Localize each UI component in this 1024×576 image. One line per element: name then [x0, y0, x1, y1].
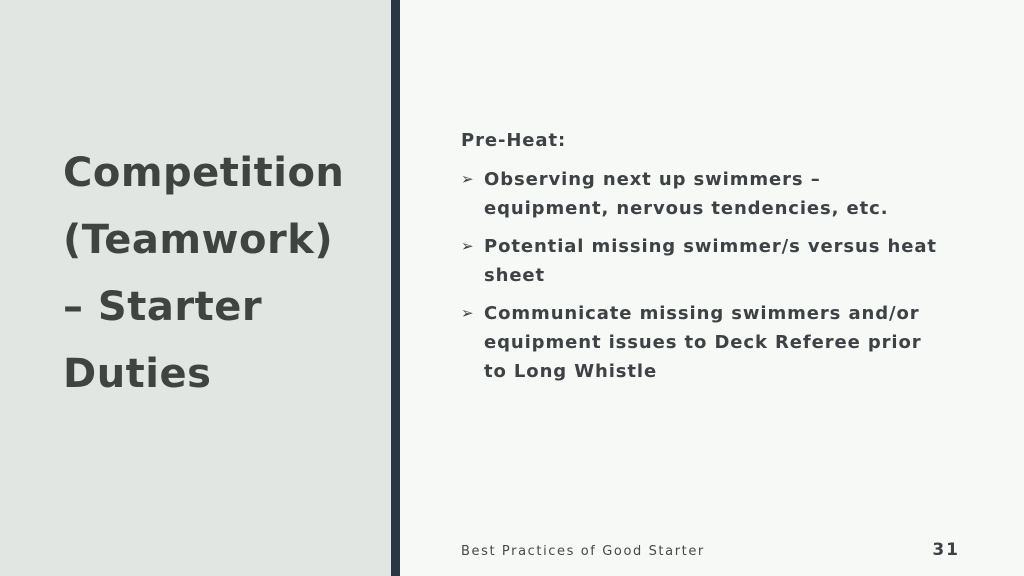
content-panel [400, 0, 1024, 576]
bullet-text [484, 165, 888, 223]
bullet-text-line: equipment issues to Deck Referee prior [484, 332, 922, 353]
bullet-text-line: Communicate missing swimmers and/or [484, 303, 920, 324]
vertical-divider [391, 0, 400, 576]
bullet-item [461, 232, 960, 290]
slide-footer [461, 540, 960, 560]
bullet-text [484, 299, 922, 386]
bullet-text-line: equipment, nervous tendencies, etc. [484, 198, 889, 219]
bullet-text-line: to Long Whistle [484, 361, 658, 382]
slide-title-line: (Teamwork) [63, 217, 334, 263]
footer-title: Best Practices of Good Starter [461, 544, 705, 559]
slide-title-line: – Starter [63, 284, 263, 330]
slide-title-line: Duties [63, 351, 212, 397]
bullet-text-line: sheet [484, 265, 546, 286]
bullet-item [461, 165, 960, 223]
arrow-bullet-icon: ➢ [461, 304, 474, 322]
slide-title-line: Competition [63, 150, 345, 196]
bullet-text-line: Potential missing swimmer/s versus heat [484, 236, 937, 257]
arrow-bullet-icon: ➢ [461, 237, 474, 255]
bullet-text [484, 232, 937, 290]
bullet-item [461, 299, 960, 386]
title-panel [0, 0, 391, 576]
section-heading: Pre-Heat: [461, 130, 567, 151]
arrow-bullet-icon: ➢ [461, 170, 474, 188]
page-number: 31 [932, 540, 960, 560]
bullet-text-line: Observing next up swimmers – [484, 169, 821, 190]
slide-title [63, 140, 391, 408]
